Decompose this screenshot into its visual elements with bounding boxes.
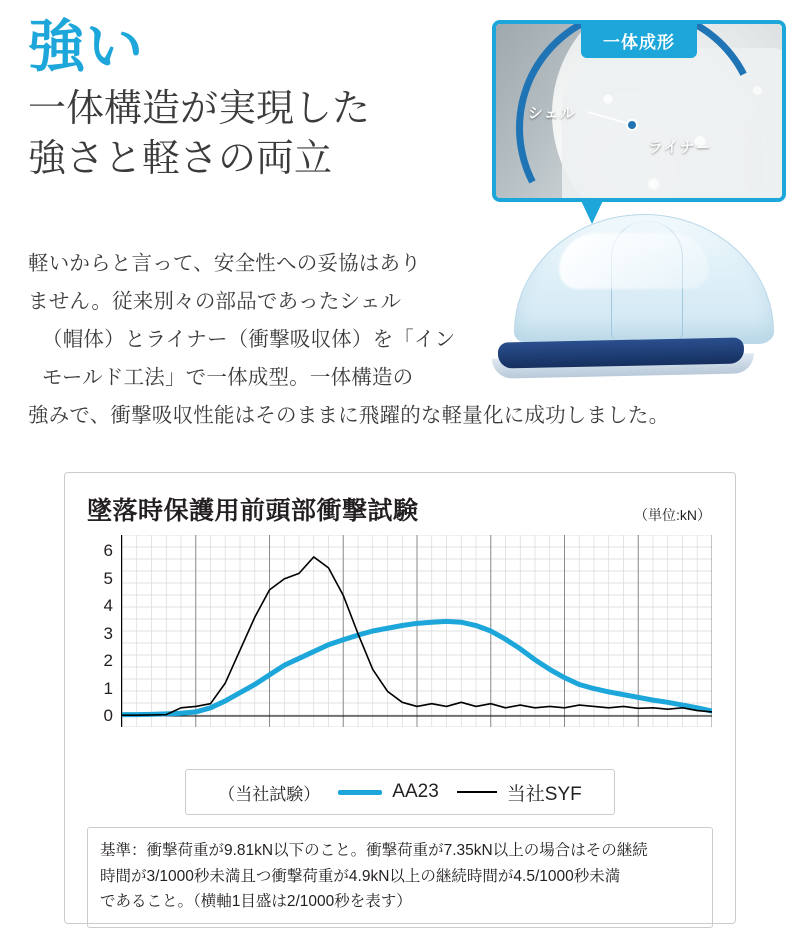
body-copy-line-1: 軽いからと言って、安全性への妥協はあり (28, 252, 421, 275)
headline-block (28, 15, 528, 184)
chart-note (87, 827, 713, 928)
helmet-headband (498, 337, 744, 368)
chart-svg (122, 535, 712, 727)
body-copy-line-5: 強みで、衝撃吸収性能はそのままに飛躍的な軽量化に成功しました。 (28, 403, 670, 427)
body-copy-line-3: （帽体）とライナー（衝撃吸収体）を「イン (42, 327, 456, 351)
chart-note-line-2: 時間が3/1000秒未満且つ衝撃荷重が4.9kN以上の継続時間が4.5/1000秒未満 (100, 867, 621, 885)
helmet-shell (514, 214, 774, 344)
callout-label-shell: シェル (528, 105, 576, 122)
legend-swatch-blue-icon (338, 790, 382, 795)
y-tick-6: 6 (103, 541, 113, 561)
legend-item-series1 (338, 781, 438, 803)
legend-label-series1: AA23 (392, 781, 439, 802)
chart-canvas (121, 535, 711, 727)
chart-panel (64, 472, 736, 924)
chart-legend (185, 769, 615, 815)
callout-anchor-dot-icon (626, 119, 638, 131)
y-tick-4: 4 (103, 596, 113, 616)
y-tick-1: 1 (103, 678, 113, 698)
headline-strong: 強い (28, 15, 144, 79)
chart-title: 墜落時保護用前頭部衝撃試験 (87, 497, 419, 525)
legend-label-series2: 当社SYF (506, 783, 582, 805)
legend-swatch-black-icon (457, 791, 497, 793)
legend-source-label: （当社試験） (218, 784, 321, 804)
chart-note-line-1: 基準：衝撃荷重が9.81kN以下のこと。衝撃荷重が7.35kN以上の場合はその継続 (100, 842, 648, 859)
body-copy-line-4: モールド工法」で一体成型。一体構造の (42, 365, 414, 389)
chart-note-line-3: であること。（横軸1目盛は2/1000秒を表す） (100, 893, 412, 911)
callout-label-liner: ライナー (648, 139, 712, 156)
callout-panel (492, 20, 786, 202)
y-tick-3: 3 (103, 623, 113, 643)
headline-sub-line2: 強さと軽さの両立 (28, 138, 333, 180)
callout-title: 一体成形 (581, 24, 697, 58)
body-copy-line-2: ません。従来別々の部品であったシェル (28, 289, 402, 313)
y-tick-0: 0 (103, 706, 113, 726)
chart-plot-area (87, 535, 715, 755)
y-tick-2: 2 (103, 651, 113, 671)
legend-item-series2 (457, 779, 582, 806)
headline-sub-line1: 一体構造が実現した (28, 87, 371, 130)
chart-unit-label: （単位:kN） (634, 507, 711, 523)
y-axis-tick-labels (87, 535, 113, 727)
helmet-highlight (559, 233, 709, 289)
helmet-product-photo (492, 186, 792, 376)
y-tick-5: 5 (103, 568, 113, 588)
